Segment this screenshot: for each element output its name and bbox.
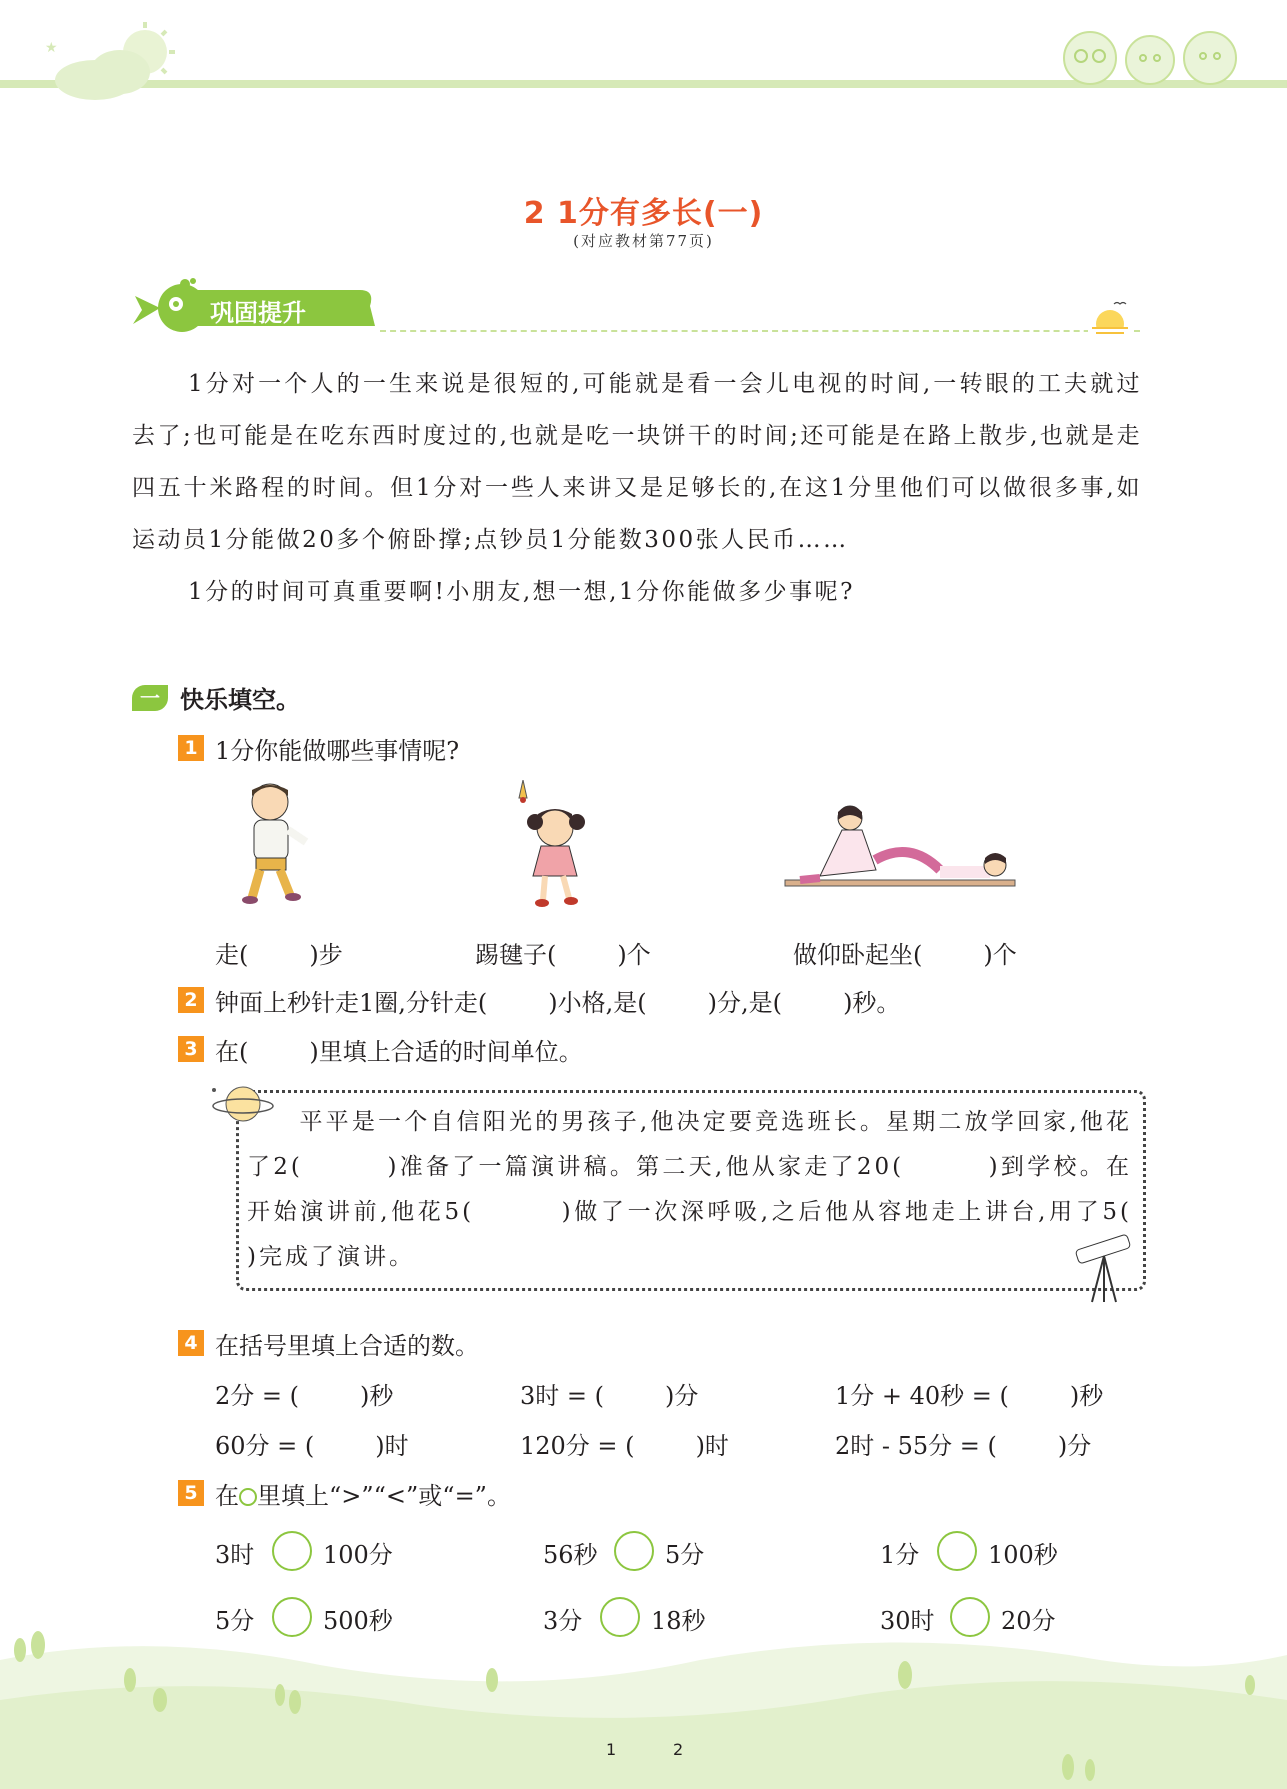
q4-item-6[interactable]: 2时 - 55分 = ( )分	[835, 1432, 1092, 1460]
q5-item-5-left: 3分	[543, 1607, 583, 1635]
section-badge-label: 巩固提升	[210, 299, 306, 327]
q5-item-3-right: 100秒	[988, 1541, 1058, 1569]
q5-item-3-left: 1分	[880, 1541, 920, 1569]
q5-item-5-right: 18秒	[651, 1607, 706, 1635]
q5-item-1-circle[interactable]	[272, 1531, 312, 1571]
q5-item-4-left: 5分	[215, 1607, 255, 1635]
question-3-text: 在( )里填上合适的时间单位。	[215, 1038, 583, 1066]
story-text[interactable]: 平平是一个自信阳光的男孩子,他决定要竞选班长。星期二放学回家,他花了2( )准备了一篇演讲稿。第二天,他从家走了20( )到学校。在开始演讲前,他花5( )做了一次深呼吸,之后他从容地走上讲台,用了5( )完成了演讲。	[247, 1109, 1215, 1270]
question-2-text[interactable]: 钟面上秒针走1圈,分针走( )小格,是( )分,是( )秒。	[215, 989, 901, 1017]
hills-background	[0, 1620, 1287, 1789]
q5-text-before: 在	[215, 1482, 239, 1510]
circle-icon	[239, 1488, 257, 1506]
section-number: 一	[132, 685, 168, 711]
q5-item-2-left: 56秒	[543, 1541, 598, 1569]
intro-paragraph-2: 1分的时间可真重要啊!小朋友,想一想,1分你能做多少事呢?	[188, 579, 855, 605]
q5-item-1-left: 3时	[215, 1541, 255, 1569]
q1-answer-shuttlecock[interactable]: 踢毽子( )个	[475, 941, 651, 969]
q1-answer-situps[interactable]: 做仰卧起坐( )个	[793, 941, 1017, 969]
q5-item-6-right: 20分	[1001, 1607, 1056, 1635]
question-1-text: 1分你能做哪些事情呢?	[215, 737, 460, 765]
question-4-number: 4	[178, 1330, 204, 1356]
walking-boy-illustration	[240, 780, 320, 905]
question-5-number: 5	[178, 1480, 204, 1506]
sun-cloud-icon	[45, 22, 185, 102]
intro-paragraph-1: 1分对一个人的一生来说是很短的,可能就是看一会儿电视的时间,一转眼的工夫就过去了;也可能是在吃东西时度过的,也就是吃一块饼干的时间;还可能是在路上散步,也就是走四五十米路程的时间。但1分对一些人来讲又是足够长的,在这1分里他们可以做很多事,如运动员1分能做20多个俯卧撑;点钞员1分能数300张人民币……	[132, 371, 1142, 553]
q5-item-2-circle[interactable]	[614, 1531, 654, 1571]
badge-dashed-rule	[380, 330, 1140, 332]
page-subtitle: (对应教材第77页)	[573, 232, 714, 250]
q5-item-1-right: 100分	[323, 1541, 393, 1569]
q5-item-6-left: 30时	[880, 1607, 935, 1635]
sunset-icon	[1088, 298, 1132, 338]
question-4-text: 在括号里填上合适的数。	[215, 1332, 479, 1360]
intro-text	[132, 358, 1142, 618]
q4-item-5[interactable]: 120分 = ( )时	[520, 1432, 729, 1460]
svg-text:★: ★	[45, 40, 58, 56]
section-title: 快乐填空。	[180, 686, 300, 714]
situps-illustration	[780, 800, 1020, 890]
q5-item-4-right: 500秒	[323, 1607, 393, 1635]
page-title: 2 1分有多长(一)	[523, 196, 764, 231]
q5-text-after: 里填上“>”“<”或“=”。	[257, 1482, 511, 1510]
q5-item-2-right: 5分	[665, 1541, 705, 1569]
shuttlecock-girl-illustration	[505, 780, 600, 910]
animal-faces-icon	[1055, 18, 1245, 88]
q5-item-3-circle[interactable]	[937, 1531, 977, 1571]
question-5-text	[215, 1476, 511, 1511]
q4-item-1[interactable]: 2分 = ( )秒	[215, 1382, 394, 1410]
q4-item-2[interactable]: 3时 = ( )分	[520, 1382, 699, 1410]
page-number-left: 1	[606, 1740, 617, 1759]
q1-answer-walk[interactable]: 走( )步	[215, 941, 343, 969]
question-1-number: 1	[178, 735, 204, 761]
question-2-number: 2	[178, 987, 204, 1013]
q4-item-3[interactable]: 1分 + 40秒 = ( )秒	[835, 1382, 1104, 1410]
page-number-right: 2	[673, 1740, 684, 1759]
question-3-number: 3	[178, 1036, 204, 1062]
q4-item-4[interactable]: 60分 = ( )时	[215, 1432, 409, 1460]
